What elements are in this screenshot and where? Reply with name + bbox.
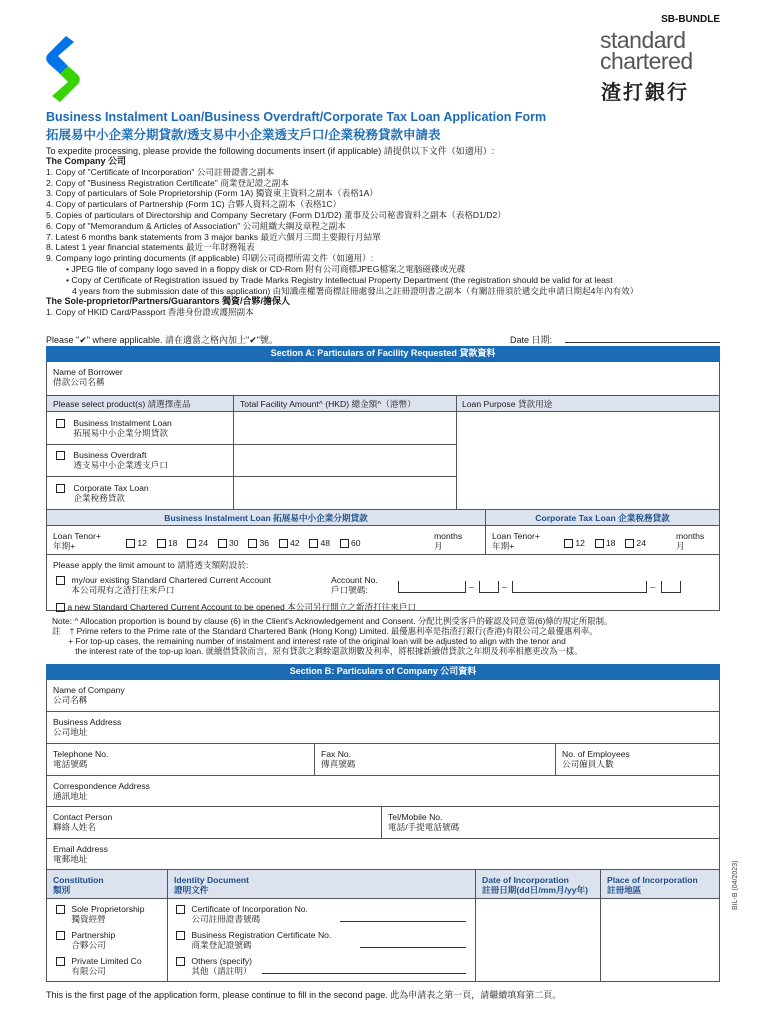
footer-note: This is the first page of the application form, please continue to fill in the second page. 此為申請表之第一頁，請繼續填寫第二頁。	[46, 990, 562, 1000]
account-zh: 戶口號碼:	[331, 585, 368, 595]
label-zh: 公司僱員人數	[562, 759, 614, 769]
borrower-label-en: Name of Borrower	[53, 367, 123, 377]
standard-chartered-logo-icon	[44, 34, 82, 104]
form-code: BIL-B (04/2023)	[732, 860, 739, 910]
tenor-option[interactable]: 42	[279, 538, 300, 548]
label-zh: 其他（請註明）	[191, 966, 252, 976]
label-en: Email Address	[53, 844, 108, 854]
borrower-input[interactable]	[140, 366, 716, 390]
checkbox-constitution[interactable]	[56, 931, 65, 940]
checkbox-bo[interactable]	[56, 451, 65, 460]
contact-person-label	[47, 809, 118, 835]
tenor-label-zh: 年期+	[53, 541, 76, 551]
email-label	[47, 841, 114, 867]
form-title-en: Business Instalment Loan/Business Overdraft/Corporate Tax Loan Application Form	[46, 110, 547, 124]
identity-option[interactable]	[170, 927, 337, 953]
new-account-label: a new Standard Chartered Current Account to be opened 本公司另行開立之新渣打往來戶口	[67, 602, 417, 612]
existing-zh: 本公司現有之渣打往來戶口	[71, 585, 175, 595]
label-zh: 獨資經營	[71, 914, 106, 924]
label-zh: 註冊日期(dd日/mm月/yy年)	[482, 885, 588, 895]
tick-instruction: Please "✔" where applicable. 請在適當之格內加上"✔"號。	[46, 335, 278, 345]
bil-tenor-options	[120, 535, 367, 551]
tenor-option[interactable]: 18	[595, 538, 616, 548]
checkbox-new-account[interactable]	[56, 603, 65, 612]
col-constitution	[47, 872, 110, 898]
product-label-en: Business Overdraft	[73, 450, 147, 460]
label-zh: 註冊地區	[607, 885, 642, 895]
product-label-zh: 透支易中小企業透支戶口	[73, 460, 168, 470]
label-en: Others (specify)	[191, 956, 253, 966]
product-option-bil[interactable]	[50, 415, 178, 441]
label-zh: 商業登記證號碼	[191, 940, 252, 950]
label-zh: 電話號碼	[53, 759, 88, 769]
account-number-field[interactable]: – – –	[392, 578, 690, 596]
label-en: Place of Incorporation	[607, 875, 698, 885]
section-a-header: Section A: Particulars of Facility Requested 貸款資料	[46, 346, 720, 361]
section-b-header: Section B: Particulars of Company 公司資料	[46, 664, 720, 679]
tenor-option[interactable]: 24	[187, 538, 208, 548]
tenor-option[interactable]: 24	[625, 538, 646, 548]
checkbox-bil[interactable]	[56, 419, 65, 428]
intro-text: To expedite processing, please provide the following documents insert (if applicable) 請提供以下文件（如適用）:	[46, 146, 495, 156]
logo-bullet: • JPEG file of company logo saved in a floppy disk or CD-Rom 附有公司商標JPEG檔案之電腦磁碟或光碟	[66, 263, 466, 274]
company-doc: 6. Copy of "Memorandum & Articles of Association" 公司組織大綱及章程之副本	[46, 220, 346, 231]
label-zh: 公司地址	[53, 727, 88, 737]
label-en: Contact Person	[53, 812, 113, 822]
company-doc: 9. Company logo printing documents (if applicable) 印刷公司商標所需文件（如適用）:	[46, 253, 374, 264]
employees-label	[556, 746, 636, 772]
telephone-label	[47, 746, 114, 772]
company-doc: 5. Copies of particulars of Directorship and Company Secretary (Form D1/D2) 董事及公司秘書資料之副本（表格D1/D2）	[46, 209, 506, 220]
existing-en: my/our existing Standard Chartered Current Account	[71, 575, 272, 585]
tenor-label-en: Loan Tenor+	[492, 531, 540, 541]
brand-wordmark	[600, 27, 730, 74]
bundle-code: SB-BUNDLE	[661, 14, 720, 25]
bil-months-label	[428, 528, 468, 554]
tenor-option[interactable]: 36	[248, 538, 269, 548]
label-zh: 公司名稱	[53, 695, 88, 705]
business-address-label	[47, 714, 127, 740]
tenor-label-en: Loan Tenor+	[53, 531, 101, 541]
company-doc: 1. Copy of "Certificate of Incorporation" 公司註冊證書之副本	[46, 166, 275, 177]
tenor-option[interactable]: 12	[564, 538, 585, 548]
company-doc: 8. Latest 1 year financial statements 最近一年財務報表	[46, 242, 255, 253]
label-en: Telephone No.	[53, 749, 109, 759]
product-option-bo[interactable]	[50, 447, 174, 473]
label-en: Date of Incorporation	[482, 875, 569, 885]
borrower-label-zh: 借款公司名稱	[53, 377, 105, 387]
identity-option[interactable]	[170, 953, 258, 979]
brand-chinese: 渣打銀行	[601, 82, 689, 104]
product-label-en: Business Instalment Loan	[73, 418, 172, 428]
tenor-option[interactable]: 30	[218, 538, 239, 548]
product-label-zh: 企業稅務貸款	[73, 493, 125, 503]
col-identity	[168, 872, 255, 898]
label-en: Sole Proprietorship	[71, 904, 145, 914]
correspondence-label	[47, 778, 156, 804]
note-line: the interest rate of the top-up loan. 就續借貸款而言，原有貸款之剩餘還款期數及利率，將根據新續借貸款之年期及利率相應更改為一樣。	[52, 646, 583, 656]
bil-tenor-label	[47, 528, 107, 554]
checkbox-identity[interactable]	[176, 931, 185, 940]
note-line: 註 † Prime refers to the Prime rate of the Standard Chartered Bank (Hong Kong) Limited. 最優惠利率是指渣打銀行(香港)有限公司之最優惠利率。	[52, 626, 598, 636]
checkbox-existing-account[interactable]	[56, 576, 65, 585]
logo-bullet: • Copy of Certificate of Registration issued by Trade Marks Registry Intellectual Property Department (the registration should be valid for at least	[66, 274, 613, 285]
others-specify-field[interactable]	[262, 973, 466, 974]
tenor-option[interactable]: 48	[309, 538, 330, 548]
company-doc: 2. Copy of "Business Registration Certificate" 商業登記證之副本	[46, 177, 289, 188]
company-doc: 7. Latest 6 months bank statements from 3 major banks 最近六個月三間主要銀行月結單	[46, 231, 381, 242]
note-line: + For top-up cases, the remaining number of instalment and interest rate of the original loan will be adjusted to align with the tenor and	[52, 636, 566, 646]
account-en: Account No.	[331, 575, 378, 585]
product-label-en: Corporate Tax Loan	[73, 483, 149, 493]
label-zh: 合夥公司	[71, 940, 106, 950]
date-field[interactable]	[565, 342, 720, 343]
label-zh: 電郵地址	[53, 854, 88, 864]
ctl-tenor-label	[486, 528, 546, 554]
months-zh: 月	[434, 541, 443, 551]
label-zh: 電話/手提電話號碼	[388, 822, 460, 832]
borrower-label	[47, 364, 129, 390]
date-label: Date 日期:	[510, 335, 553, 345]
br-number-field[interactable]	[360, 947, 466, 948]
label-en: Partnership	[71, 930, 116, 940]
label-en: Correspondence Address	[53, 781, 150, 791]
constitution-option[interactable]	[50, 927, 121, 953]
limit-apply-text: Please apply the limit amount to 請將透支額附設於:	[53, 560, 249, 570]
logo-bullet: 4 years from the submission date of this application) 由知識產權署商標註冊處發出之註冊證明書之副本（有關註冊須於遞交此申請日期起4年內有效）	[72, 285, 639, 296]
months-zh: 月	[676, 541, 685, 551]
label-en: Business Address	[53, 717, 122, 727]
bil-tenor-header: Business Instalment Loan 拓展易中小企業分期貸款	[164, 513, 368, 523]
sole-heading: The Sole-proprietor/Partners/Guarantors 獨資/合夥/擔保人	[46, 296, 291, 307]
fax-label	[315, 746, 361, 772]
label-en: No. of Employees	[562, 749, 630, 759]
label-en: Certificate of Incorporation No.	[191, 904, 308, 914]
label-en: Fax No.	[321, 749, 352, 759]
label-zh: 證明文件	[174, 885, 209, 895]
product-label-zh: 拓展易中小企業分期貸款	[73, 428, 168, 438]
col-date-of-incorporation	[476, 872, 594, 898]
col-purpose: Loan Purpose 貸款用途	[462, 399, 553, 409]
tenor-label-zh: 年期+	[492, 541, 515, 551]
brand-line-2: chartered	[600, 48, 693, 74]
form-title-zh: 拓展易中小企業分期貸款/透支易中小企業透支戶口/企業稅務貸款申請表	[46, 128, 441, 142]
ctl-months-label	[670, 528, 710, 554]
tenor-option[interactable]: 18	[157, 538, 178, 548]
document-list	[46, 156, 726, 318]
note-line: Note: ^ Allocation proportion is bound by clause (6) in the Client's Acknowledgement and Consent. 分配比例受客戶的確認及同意第(6)條的規定所限制。	[52, 616, 613, 626]
company-heading: The Company 公司	[46, 156, 127, 166]
months-en: months	[676, 531, 705, 541]
checkbox-constitution[interactable]	[56, 905, 65, 914]
col-place-of-incorporation	[601, 872, 704, 898]
brand-line-1: standard	[600, 27, 686, 53]
tenor-option[interactable]: 60	[340, 538, 361, 548]
ctl-tenor-header: Corporate Tax Loan 企業稅務貸款	[535, 513, 670, 523]
checkbox-constitution[interactable]	[56, 957, 65, 966]
account-no-label	[325, 572, 384, 598]
label-en: Tel/Mobile No.	[388, 812, 443, 822]
sole-doc: 1. Copy of HKID Card/Passport 香港身份證或護照副本	[46, 307, 254, 318]
checkbox-identity[interactable]	[176, 957, 185, 966]
label-zh: 傳真號碼	[321, 759, 356, 769]
checkbox-ctl[interactable]	[56, 484, 65, 493]
label-en: Identity Document	[174, 875, 249, 885]
label-zh: 通訊地址	[53, 791, 88, 801]
constitution-option[interactable]	[50, 953, 148, 979]
col-amount: Total Facility Amount^ (HKD) 總金額^（港幣）	[240, 399, 416, 409]
mobile-label	[382, 809, 465, 835]
label-en: Private Limited Co	[71, 956, 142, 966]
company-doc: 3. Copy of particulars of Sole Proprietorship (Form 1A) 獨資東主資料之副本（表格1A）	[46, 188, 378, 199]
label-zh: 公司註冊證書號碼	[191, 914, 261, 924]
label-en: Business Registration Certificate No.	[191, 930, 332, 940]
company-doc: 4. Copy of particulars of Partnership (Form 1C) 合夥人資料之副本（表格1C）	[46, 199, 342, 210]
months-en: months	[434, 531, 463, 541]
existing-account-option[interactable]	[50, 572, 277, 598]
checkbox-identity[interactable]	[176, 905, 185, 914]
col-product: Please select product(s) 請選擇產品	[53, 399, 191, 409]
coi-number-field[interactable]	[340, 921, 466, 922]
constitution-option[interactable]	[50, 901, 150, 927]
company-name-label	[47, 682, 131, 708]
tenor-option[interactable]: 12	[126, 538, 147, 548]
label-en: Name of Company	[53, 685, 125, 695]
section-a-notes	[46, 613, 726, 659]
label-zh: 聯絡人姓名	[53, 822, 96, 832]
ctl-tenor-options	[558, 535, 652, 551]
label-en: Constitution	[53, 875, 104, 885]
product-option-ctl[interactable]	[50, 480, 155, 506]
label-zh: 類別	[53, 885, 71, 895]
identity-option[interactable]	[170, 901, 314, 927]
label-zh: 有限公司	[71, 966, 106, 976]
